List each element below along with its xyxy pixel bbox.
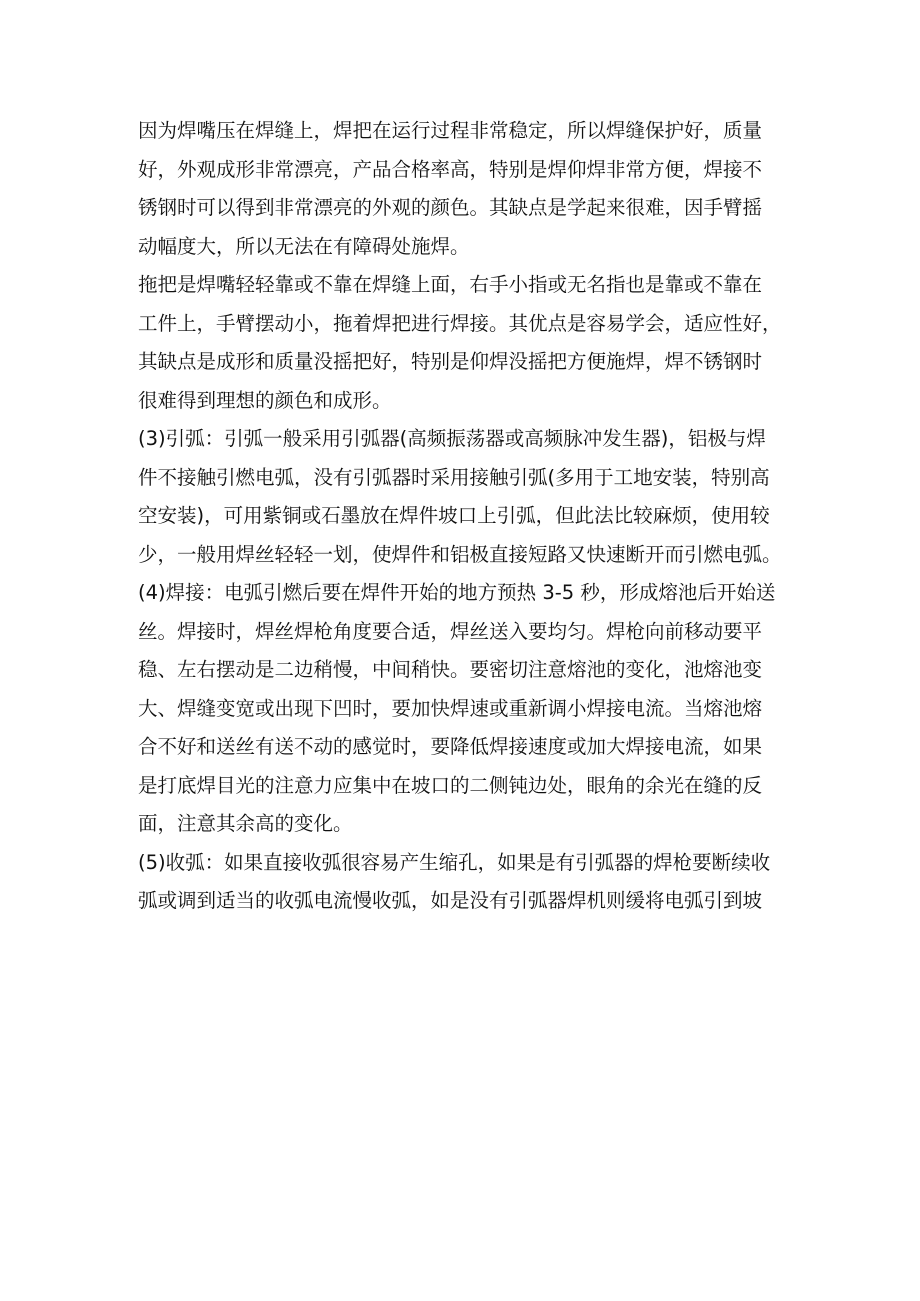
text-line: 其缺点是成形和质量没摇把好，特别是仰焊没摇把方便施焊，焊不锈钢时 — [138, 350, 763, 373]
text-line: (5)收弧：如果直接收弧很容易产生缩孔，如果是有引弧器的焊枪要断续收 — [138, 850, 771, 874]
text-line: 大、焊缝变宽或出现下凹时，要加快焊速或重新调小焊接电流。当熔池熔 — [138, 696, 763, 720]
text-line: 弧或调到适当的收弧电流慢收弧，如是没有引弧器焊机则缓将电弧引到坡 — [138, 889, 763, 912]
text-line: 很难得到理想的颜色和成形。 — [138, 388, 392, 412]
text-line: 合不好和送丝有送不动的感觉时，要降低焊接速度或加大焊接电流，如果 — [138, 735, 763, 758]
text-line: 丝。焊接时，焊丝焊枪角度要合适，焊丝送入要均匀。焊枪向前移动要平 — [138, 619, 763, 643]
text-line: 因为焊嘴压在焊缝上，焊把在运行过程非常稳定，所以焊缝保护好，质量 — [138, 119, 763, 142]
text-line: (4)焊接：电弧引燃后要在焊件开始的地方预热 3-5 秒，形成熔池后开始送 — [138, 581, 776, 604]
text-line: 工件上，手臂摆动小，拖着焊把进行焊接。其优点是容易学会，适应性好， — [138, 311, 782, 335]
text-line: (3)引弧：引弧一般采用引弧器(高频振荡器或高频脉冲发生器)，铝极与焊 — [138, 427, 766, 450]
text-line: 拖把是焊嘴轻轻靠或不靠在焊缝上面，右手小指或无名指也是靠或不靠在 — [138, 273, 763, 296]
text-line: 少，一般用焊丝轻轻一划，使焊件和铝极直接短路又快速断开而引燃电弧。 — [138, 542, 782, 566]
text-line: 是打底焊目光的注意力应集中在坡口的二侧钝边处，眼角的余光在缝的反 — [138, 773, 763, 797]
document-body — [138, 112, 788, 921]
text-line: 件不接触引燃电弧，没有引弧器时采用接触引弧(多用于工地安装，特别高 — [138, 465, 770, 489]
text-line: 面，注意其余高的变化。 — [138, 812, 353, 835]
text-line: 空安装)，可用紫铜或石墨放在焊件坡口上引弧，但此法比较麻烦，使用较 — [138, 504, 770, 527]
text-line: 动幅度大，所以无法在有障碍处施焊。 — [138, 234, 470, 258]
text-line: 稳、左右摆动是二边稍慢，中间稍快。要密切注意熔池的变化，池熔池变 — [138, 658, 763, 681]
text-line: 好，外观成形非常漂亮，产品合格率高，特别是焊仰焊非常方便，焊接不 — [138, 157, 763, 181]
text-line: 锈钢时可以得到非常漂亮的外观的颜色。其缺点是学起来很难，因手臂摇 — [138, 196, 763, 219]
